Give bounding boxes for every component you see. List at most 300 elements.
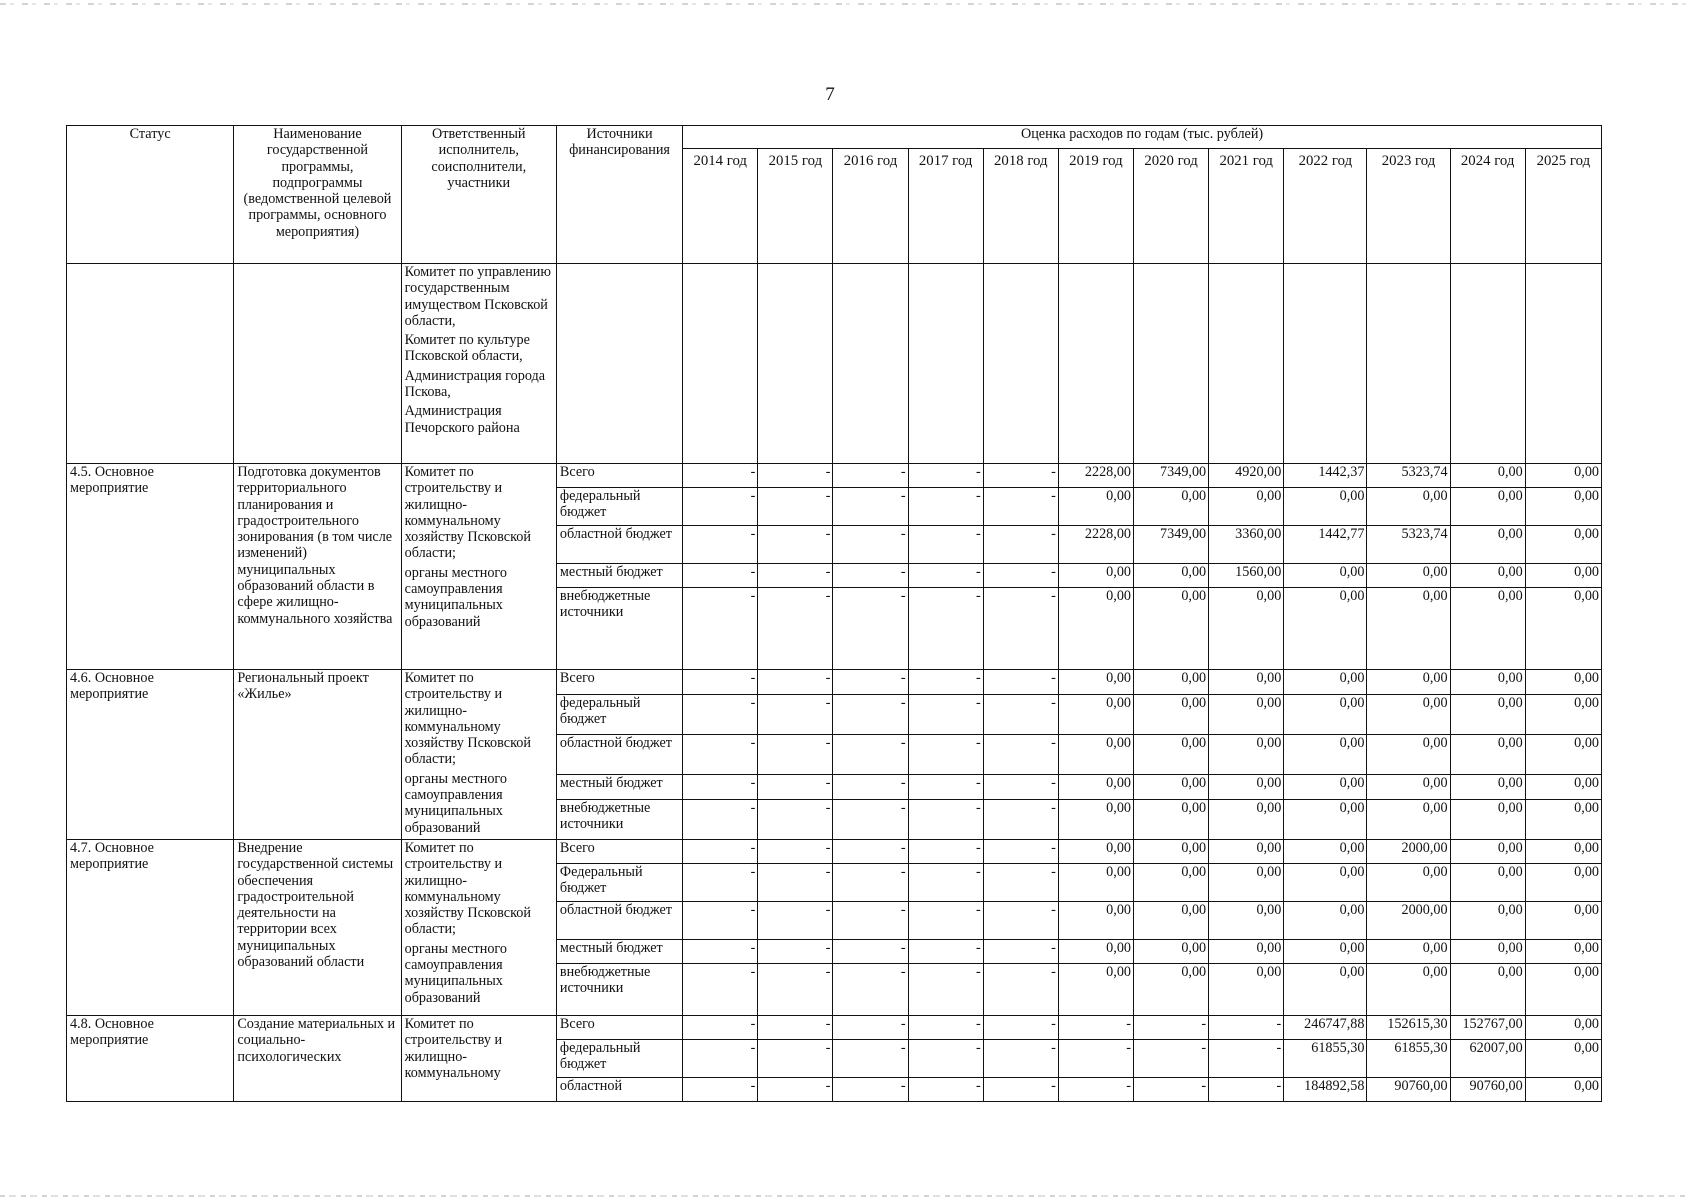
value-cell: 0,00 bbox=[1134, 488, 1209, 526]
year-header: 2014 год bbox=[683, 149, 758, 264]
value-cell: 152767,00 bbox=[1450, 1015, 1525, 1039]
executor-cell bbox=[401, 1015, 556, 1101]
header-executor: Ответственный исполнитель, соисполнители, участники bbox=[401, 126, 556, 264]
value-cell: 0,00 bbox=[1525, 1015, 1601, 1039]
value-cell: 90760,00 bbox=[1450, 1077, 1525, 1101]
value-cell: 0,00 bbox=[1284, 839, 1367, 863]
value-cell: 0,00 bbox=[1525, 464, 1601, 488]
value-cell: - bbox=[908, 863, 983, 901]
value-cell: - bbox=[908, 488, 983, 526]
value-cell: - bbox=[983, 564, 1058, 588]
value-cell: 0,00 bbox=[1525, 526, 1601, 564]
value-cell: 0,00 bbox=[1284, 863, 1367, 901]
value-cell: - bbox=[983, 800, 1058, 840]
value-cell: 0,00 bbox=[1134, 963, 1209, 1015]
value-cell: 0,00 bbox=[1058, 774, 1133, 799]
value-cell: - bbox=[983, 735, 1058, 775]
value-cell: - bbox=[758, 526, 833, 564]
continuation-executor-line: Администрация города Пскова, bbox=[404, 367, 546, 401]
value-cell: 0,00 bbox=[1058, 588, 1133, 670]
value-cell: - bbox=[683, 963, 758, 1015]
value-cell: - bbox=[908, 695, 983, 735]
value-cell: - bbox=[1058, 1077, 1133, 1101]
value-cell: - bbox=[833, 800, 908, 840]
value-cell: - bbox=[983, 588, 1058, 670]
value-cell: - bbox=[833, 695, 908, 735]
value-cell: - bbox=[683, 564, 758, 588]
value-cell: 1442,37 bbox=[1284, 464, 1367, 488]
value-cell: 0,00 bbox=[1134, 800, 1209, 840]
value-cell: - bbox=[758, 839, 833, 863]
value-cell: 0,00 bbox=[1525, 564, 1601, 588]
program-name-cell: Внедрение государственной системы обеспечения градостроительной деятельности на территории всех муниципальных образований области bbox=[234, 839, 401, 1015]
program-name-cell: Подготовка документов территориального планирования и градостроительного зонирования (в том числе изменений) муниципальных образований области в сфере жилищно-коммунального хозяйства bbox=[234, 464, 401, 670]
continuation-executor-line: Комитет по культуре Псковской области, bbox=[404, 332, 530, 365]
value-cell: - bbox=[908, 735, 983, 775]
value-cell: - bbox=[908, 670, 983, 695]
value-cell: - bbox=[833, 839, 908, 863]
value-cell: - bbox=[1134, 1077, 1209, 1101]
scan-edge-bottom bbox=[0, 1195, 1686, 1197]
value-cell: 0,00 bbox=[1525, 488, 1601, 526]
executor-cell bbox=[401, 670, 556, 840]
value-cell: 0,00 bbox=[1450, 488, 1525, 526]
value-cell: 0,00 bbox=[1450, 670, 1525, 695]
empty-cell bbox=[908, 264, 983, 464]
source-cell: Всего bbox=[556, 670, 682, 695]
value-cell: 0,00 bbox=[1284, 695, 1367, 735]
empty-cell bbox=[1450, 264, 1525, 464]
value-cell: 0,00 bbox=[1058, 863, 1133, 901]
value-cell: 90760,00 bbox=[1367, 1077, 1450, 1101]
value-cell: 0,00 bbox=[1525, 670, 1601, 695]
value-cell: - bbox=[908, 564, 983, 588]
value-cell: - bbox=[833, 1015, 908, 1039]
value-cell: 0,00 bbox=[1525, 1077, 1601, 1101]
value-cell: - bbox=[1058, 1039, 1133, 1077]
value-cell: 0,00 bbox=[1058, 839, 1133, 863]
value-cell: - bbox=[908, 526, 983, 564]
value-cell: - bbox=[983, 839, 1058, 863]
value-cell: 0,00 bbox=[1209, 863, 1284, 901]
value-cell: - bbox=[833, 1039, 908, 1077]
value-cell: 0,00 bbox=[1367, 488, 1450, 526]
executor-line: органы местного самоуправления муниципальных образований bbox=[404, 564, 507, 630]
value-cell: 0,00 bbox=[1450, 735, 1525, 775]
value-cell: 0,00 bbox=[1134, 588, 1209, 670]
year-header: 2023 год bbox=[1367, 149, 1450, 264]
value-cell: - bbox=[758, 901, 833, 939]
value-cell: - bbox=[908, 774, 983, 799]
value-cell: 0,00 bbox=[1209, 488, 1284, 526]
value-cell: - bbox=[683, 939, 758, 963]
value-cell: - bbox=[983, 963, 1058, 1015]
value-cell: 61855,30 bbox=[1284, 1039, 1367, 1077]
value-cell: 2000,00 bbox=[1367, 901, 1450, 939]
source-cell: областной бюджет bbox=[556, 901, 682, 939]
value-cell: 0,00 bbox=[1209, 588, 1284, 670]
value-cell: - bbox=[983, 939, 1058, 963]
value-cell: 0,00 bbox=[1209, 670, 1284, 695]
value-cell: 0,00 bbox=[1134, 839, 1209, 863]
year-header: 2021 год bbox=[1209, 149, 1284, 264]
value-cell: - bbox=[833, 939, 908, 963]
value-cell: 0,00 bbox=[1284, 564, 1367, 588]
value-cell: 0,00 bbox=[1058, 963, 1133, 1015]
value-cell: - bbox=[758, 735, 833, 775]
value-cell: - bbox=[683, 901, 758, 939]
value-cell: - bbox=[683, 800, 758, 840]
value-cell: 0,00 bbox=[1209, 695, 1284, 735]
value-cell: 0,00 bbox=[1209, 774, 1284, 799]
value-cell: - bbox=[758, 963, 833, 1015]
value-cell: - bbox=[758, 774, 833, 799]
value-cell: 152615,30 bbox=[1367, 1015, 1450, 1039]
value-cell: 0,00 bbox=[1209, 939, 1284, 963]
value-cell: 0,00 bbox=[1450, 839, 1525, 863]
value-cell: 0,00 bbox=[1525, 735, 1601, 775]
status-cell: 4.5. Основное мероприятие bbox=[67, 464, 234, 670]
value-cell: - bbox=[908, 963, 983, 1015]
year-header: 2024 год bbox=[1450, 149, 1525, 264]
value-cell: - bbox=[683, 735, 758, 775]
continuation-executor-cell bbox=[401, 264, 556, 464]
value-cell: 0,00 bbox=[1367, 588, 1450, 670]
year-header: 2025 год bbox=[1525, 149, 1601, 264]
value-cell: - bbox=[1209, 1039, 1284, 1077]
value-cell: 7349,00 bbox=[1134, 464, 1209, 488]
value-cell: - bbox=[833, 735, 908, 775]
value-cell: - bbox=[908, 939, 983, 963]
executor-cell bbox=[401, 839, 556, 1015]
source-cell: местный бюджет bbox=[556, 939, 682, 963]
value-cell: - bbox=[833, 670, 908, 695]
value-cell: - bbox=[983, 464, 1058, 488]
value-cell: 0,00 bbox=[1525, 863, 1601, 901]
value-cell: - bbox=[683, 464, 758, 488]
value-cell: 0,00 bbox=[1134, 774, 1209, 799]
header-estimate: Оценка расходов по годам (тыс. рублей) bbox=[683, 126, 1602, 149]
value-cell: - bbox=[758, 1039, 833, 1077]
value-cell: - bbox=[758, 863, 833, 901]
year-header: 2016 год bbox=[833, 149, 908, 264]
value-cell: - bbox=[683, 774, 758, 799]
value-cell: 0,00 bbox=[1284, 939, 1367, 963]
value-cell: 0,00 bbox=[1058, 939, 1133, 963]
value-cell: 0,00 bbox=[1058, 735, 1133, 775]
continuation-row bbox=[67, 264, 1602, 464]
value-cell: 0,00 bbox=[1284, 588, 1367, 670]
value-cell: 0,00 bbox=[1367, 863, 1450, 901]
value-cell: 0,00 bbox=[1134, 939, 1209, 963]
source-cell: местный бюджет bbox=[556, 564, 682, 588]
source-cell: федеральный бюджет bbox=[556, 488, 682, 526]
value-cell: 2228,00 bbox=[1058, 526, 1133, 564]
executor-line: Комитет по строительству и жилищно-коммунальному bbox=[404, 1015, 503, 1081]
value-cell: - bbox=[758, 1015, 833, 1039]
value-cell: 0,00 bbox=[1367, 939, 1450, 963]
expenditure-table bbox=[66, 125, 1602, 1102]
executor-cell bbox=[401, 464, 556, 670]
value-cell: - bbox=[908, 901, 983, 939]
value-cell: - bbox=[758, 564, 833, 588]
value-cell: - bbox=[758, 695, 833, 735]
value-cell: - bbox=[1209, 1077, 1284, 1101]
header-status: Статус bbox=[67, 126, 234, 264]
value-cell: 0,00 bbox=[1525, 588, 1601, 670]
value-cell: 246747,88 bbox=[1284, 1015, 1367, 1039]
value-cell: - bbox=[983, 901, 1058, 939]
status-cell: 4.8. Основное мероприятие bbox=[67, 1015, 234, 1101]
value-cell: 0,00 bbox=[1367, 695, 1450, 735]
value-cell: 0,00 bbox=[1367, 800, 1450, 840]
continuation-executor-line: Администрация Печорского района bbox=[404, 403, 520, 436]
value-cell: - bbox=[758, 939, 833, 963]
value-cell: 0,00 bbox=[1450, 901, 1525, 939]
value-cell: 0,00 bbox=[1209, 800, 1284, 840]
source-cell: внебюджетные источники bbox=[556, 800, 682, 840]
value-cell: - bbox=[908, 800, 983, 840]
value-cell: 0,00 bbox=[1284, 488, 1367, 526]
value-cell: 7349,00 bbox=[1134, 526, 1209, 564]
executor-line: Комитет по строительству и жилищно-коммунальному хозяйству Псковской области; bbox=[404, 670, 531, 768]
source-cell: Всего bbox=[556, 839, 682, 863]
program-name-cell: Региональный проект «Жилье» bbox=[234, 670, 401, 840]
value-cell: - bbox=[833, 901, 908, 939]
value-cell: 0,00 bbox=[1450, 464, 1525, 488]
year-header: 2015 год bbox=[758, 149, 833, 264]
value-cell: 0,00 bbox=[1450, 863, 1525, 901]
value-cell: 5323,74 bbox=[1367, 464, 1450, 488]
source-cell: областной bbox=[556, 1077, 682, 1101]
value-cell: - bbox=[983, 695, 1058, 735]
value-cell: 0,00 bbox=[1284, 670, 1367, 695]
value-cell: - bbox=[983, 1039, 1058, 1077]
empty-cell bbox=[1284, 264, 1367, 464]
value-cell: 4920,00 bbox=[1209, 464, 1284, 488]
value-cell: 1442,77 bbox=[1284, 526, 1367, 564]
value-cell: 1560,00 bbox=[1209, 564, 1284, 588]
source-cell: областной бюджет bbox=[556, 735, 682, 775]
value-cell: - bbox=[1134, 1039, 1209, 1077]
header-row bbox=[67, 126, 1602, 149]
value-cell: - bbox=[683, 695, 758, 735]
value-cell: - bbox=[833, 863, 908, 901]
value-cell: - bbox=[983, 670, 1058, 695]
value-cell: - bbox=[758, 488, 833, 526]
value-cell: 0,00 bbox=[1525, 695, 1601, 735]
empty-cell bbox=[1134, 264, 1209, 464]
value-cell: - bbox=[683, 1039, 758, 1077]
value-cell: 0,00 bbox=[1450, 774, 1525, 799]
value-cell: 0,00 bbox=[1134, 901, 1209, 939]
value-cell: - bbox=[983, 863, 1058, 901]
value-cell: - bbox=[683, 670, 758, 695]
value-cell: 2000,00 bbox=[1367, 839, 1450, 863]
value-cell: - bbox=[758, 670, 833, 695]
value-cell: - bbox=[833, 488, 908, 526]
empty-cell bbox=[758, 264, 833, 464]
source-cell: Всего bbox=[556, 1015, 682, 1039]
value-cell: 0,00 bbox=[1450, 564, 1525, 588]
value-cell: - bbox=[983, 488, 1058, 526]
empty-cell bbox=[1209, 264, 1284, 464]
value-cell: 0,00 bbox=[1209, 963, 1284, 1015]
source-cell: федеральный бюджет bbox=[556, 1039, 682, 1077]
continuation-name-cell bbox=[234, 264, 401, 464]
value-cell: 184892,58 bbox=[1284, 1077, 1367, 1101]
value-cell: 3360,00 bbox=[1209, 526, 1284, 564]
empty-cell bbox=[983, 264, 1058, 464]
value-cell: - bbox=[908, 464, 983, 488]
value-cell: 0,00 bbox=[1058, 901, 1133, 939]
value-cell: 0,00 bbox=[1450, 800, 1525, 840]
executor-line: Комитет по строительству и жилищно-коммунальному хозяйству Псковской области; bbox=[404, 839, 531, 938]
value-cell: - bbox=[833, 464, 908, 488]
continuation-executor-line: Комитет по управлению государственным имуществом Псковской области, bbox=[404, 264, 552, 329]
value-cell: 0,00 bbox=[1284, 963, 1367, 1015]
value-cell: 0,00 bbox=[1209, 735, 1284, 775]
value-cell: - bbox=[683, 526, 758, 564]
value-cell: 0,00 bbox=[1367, 670, 1450, 695]
program-name-cell: Создание материальных и социально-психологических bbox=[234, 1015, 401, 1101]
value-cell: 0,00 bbox=[1525, 901, 1601, 939]
value-cell: 0,00 bbox=[1284, 800, 1367, 840]
year-header: 2018 год bbox=[983, 149, 1058, 264]
value-cell: 0,00 bbox=[1058, 670, 1133, 695]
value-cell: 0,00 bbox=[1525, 839, 1601, 863]
value-cell: 0,00 bbox=[1450, 588, 1525, 670]
value-cell: - bbox=[833, 588, 908, 670]
value-cell: 0,00 bbox=[1367, 774, 1450, 799]
value-cell: - bbox=[683, 1015, 758, 1039]
executor-line: Комитет по строительству и жилищно-коммунальному хозяйству Псковской области; bbox=[404, 464, 531, 562]
status-cell: 4.7. Основное мероприятие bbox=[67, 839, 234, 1015]
value-cell: - bbox=[758, 800, 833, 840]
executor-line: органы местного самоуправления муниципальных образований bbox=[404, 770, 507, 836]
value-cell: - bbox=[1134, 1015, 1209, 1039]
value-cell: 0,00 bbox=[1284, 901, 1367, 939]
value-cell: 0,00 bbox=[1284, 735, 1367, 775]
value-cell: 0,00 bbox=[1367, 564, 1450, 588]
continuation-status-cell bbox=[67, 264, 234, 464]
value-cell: 0,00 bbox=[1134, 564, 1209, 588]
value-cell: 0,00 bbox=[1058, 564, 1133, 588]
value-cell: - bbox=[683, 488, 758, 526]
value-cell: - bbox=[1058, 1015, 1133, 1039]
value-cell: 0,00 bbox=[1209, 839, 1284, 863]
value-cell: 0,00 bbox=[1134, 670, 1209, 695]
value-cell: - bbox=[908, 1015, 983, 1039]
value-cell: - bbox=[833, 774, 908, 799]
source-cell: Федеральный бюджет bbox=[556, 863, 682, 901]
value-cell: 0,00 bbox=[1134, 735, 1209, 775]
source-cell: областной бюджет bbox=[556, 526, 682, 564]
value-cell: - bbox=[833, 564, 908, 588]
value-cell: - bbox=[683, 588, 758, 670]
value-cell: 0,00 bbox=[1134, 695, 1209, 735]
scan-edge-top bbox=[0, 3, 1686, 5]
value-cell: 0,00 bbox=[1058, 695, 1133, 735]
value-cell: - bbox=[833, 1077, 908, 1101]
value-cell: 0,00 bbox=[1450, 963, 1525, 1015]
empty-cell bbox=[1367, 264, 1450, 464]
value-cell: 5323,74 bbox=[1367, 526, 1450, 564]
header-name: Наименование государственной программы, подпрограммы (ведомственной целевой программы, основного мероприятия) bbox=[234, 126, 401, 264]
value-cell: 0,00 bbox=[1367, 963, 1450, 1015]
value-cell: - bbox=[908, 1039, 983, 1077]
table-row bbox=[67, 464, 1602, 488]
value-cell: - bbox=[908, 1077, 983, 1101]
page-number: 7 bbox=[825, 84, 835, 105]
value-cell: - bbox=[908, 839, 983, 863]
value-cell: - bbox=[908, 588, 983, 670]
value-cell: 2228,00 bbox=[1058, 464, 1133, 488]
source-cell: Всего bbox=[556, 464, 682, 488]
source-cell: федеральный бюджет bbox=[556, 695, 682, 735]
value-cell: 0,00 bbox=[1450, 695, 1525, 735]
source-cell: местный бюджет bbox=[556, 774, 682, 799]
year-header: 2017 год bbox=[908, 149, 983, 264]
value-cell: - bbox=[758, 1077, 833, 1101]
value-cell: - bbox=[683, 1077, 758, 1101]
value-cell: - bbox=[1209, 1015, 1284, 1039]
table-row bbox=[67, 670, 1602, 695]
value-cell: 0,00 bbox=[1058, 800, 1133, 840]
value-cell: 0,00 bbox=[1284, 774, 1367, 799]
executor-line: органы местного самоуправления муниципальных образований bbox=[404, 940, 507, 1006]
value-cell: 0,00 bbox=[1450, 526, 1525, 564]
value-cell: - bbox=[983, 774, 1058, 799]
empty-cell bbox=[1058, 264, 1133, 464]
year-header: 2019 год bbox=[1058, 149, 1133, 264]
table-row bbox=[67, 1015, 1602, 1039]
value-cell: - bbox=[983, 1077, 1058, 1101]
value-cell: 0,00 bbox=[1525, 1039, 1601, 1077]
empty-cell bbox=[1525, 264, 1601, 464]
value-cell: - bbox=[833, 526, 908, 564]
empty-cell bbox=[683, 264, 758, 464]
source-cell: внебюджетные источники bbox=[556, 588, 682, 670]
value-cell: - bbox=[758, 588, 833, 670]
value-cell: 0,00 bbox=[1134, 863, 1209, 901]
value-cell: 0,00 bbox=[1525, 774, 1601, 799]
value-cell: 0,00 bbox=[1525, 800, 1601, 840]
value-cell: 0,00 bbox=[1367, 735, 1450, 775]
value-cell: 0,00 bbox=[1058, 488, 1133, 526]
value-cell: - bbox=[683, 839, 758, 863]
value-cell: 62007,00 bbox=[1450, 1039, 1525, 1077]
status-cell: 4.6. Основное мероприятие bbox=[67, 670, 234, 840]
table-row bbox=[67, 839, 1602, 863]
value-cell: - bbox=[758, 464, 833, 488]
value-cell: 0,00 bbox=[1450, 939, 1525, 963]
value-cell: - bbox=[833, 963, 908, 1015]
empty-cell bbox=[833, 264, 908, 464]
continuation-source-cell bbox=[556, 264, 682, 464]
header-sources: Источники финансирования bbox=[556, 126, 682, 264]
value-cell: 0,00 bbox=[1525, 939, 1601, 963]
value-cell: - bbox=[983, 1015, 1058, 1039]
value-cell: 0,00 bbox=[1209, 901, 1284, 939]
value-cell: 61855,30 bbox=[1367, 1039, 1450, 1077]
value-cell: - bbox=[983, 526, 1058, 564]
year-header: 2020 год bbox=[1134, 149, 1209, 264]
year-header: 2022 год bbox=[1284, 149, 1367, 264]
value-cell: - bbox=[683, 863, 758, 901]
value-cell: 0,00 bbox=[1525, 963, 1601, 1015]
source-cell: внебюджетные источники bbox=[556, 963, 682, 1015]
